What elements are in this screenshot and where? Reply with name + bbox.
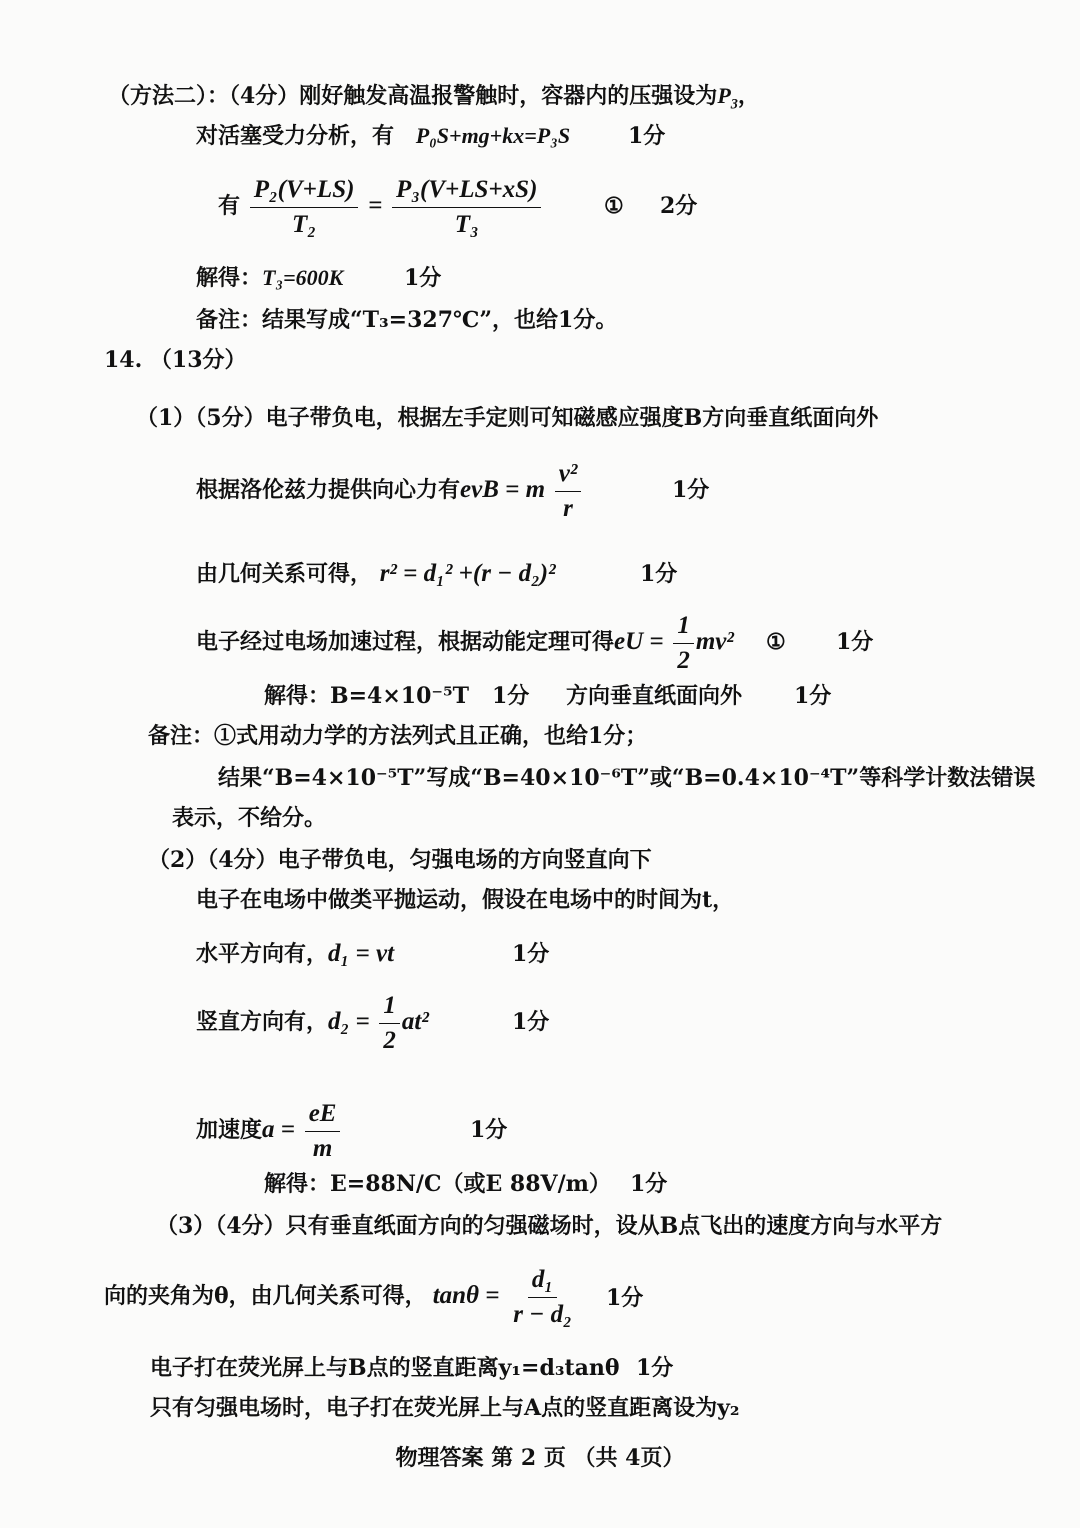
- p2-solve-score: 1分: [630, 1171, 668, 1197]
- tan-label: 向的夹角为θ，由几何关系可得，: [104, 1283, 427, 1309]
- energy-numerator: 1: [673, 611, 694, 644]
- method2-solve-score: 1分: [404, 265, 442, 291]
- method2-solve-value: T₃=600K: [262, 265, 344, 290]
- geometry-line: [196, 560, 556, 588]
- tan-numerator: d₁: [528, 1265, 557, 1298]
- tan-lhs: tanθ =: [432, 1282, 500, 1309]
- energy-denominator: 2: [677, 646, 690, 674]
- gas-law-circled-mark: ①: [604, 193, 624, 219]
- gas-law-left-numerator: P₂(V+LS): [250, 175, 359, 208]
- vertical-numerator: 1: [379, 991, 400, 1024]
- horizontal-equation: d₁ = vt: [328, 940, 395, 967]
- force-analysis-line: [196, 122, 570, 150]
- q14-p2-heading: （2）（4分）电子带负电，匀强电场的方向竖直向下: [148, 847, 652, 873]
- vertical-label: 竖直方向有，: [196, 1009, 329, 1035]
- gas-law-right-denominator: T₃: [454, 210, 479, 238]
- horizontal-label: 水平方向有，: [196, 941, 329, 967]
- p1-direction: 方向垂直纸面向外: [566, 683, 743, 709]
- horizontal-score: 1分: [512, 941, 550, 967]
- force-equation: P₀S+mg+kx=P₃S: [415, 123, 571, 148]
- energy-circled-mark: ①: [766, 629, 786, 655]
- method2-heading-sub: 3: [730, 96, 738, 113]
- method2-heading-text: （方法二）：（4分）刚好触发高温报警触时，容器内的压强设为: [108, 83, 718, 109]
- lorentz-fraction: [555, 459, 582, 524]
- gas-law-have: 有: [218, 193, 241, 219]
- vertical-denominator: 2: [383, 1026, 396, 1054]
- q14-title: 14. （13分）: [104, 347, 247, 373]
- tan-line: [104, 1264, 578, 1330]
- geometry-label: 由几何关系可得，: [196, 561, 373, 587]
- lorentz-numerator: v²: [555, 459, 582, 492]
- vertical-line: [196, 990, 429, 1056]
- method2-heading-var: P: [717, 83, 731, 108]
- lorentz-denominator: r: [563, 494, 573, 522]
- p1-note-3: 表示，不给分。: [172, 805, 327, 831]
- tan-denominator: r − d₂: [513, 1300, 572, 1328]
- geometry-score: 1分: [640, 561, 678, 587]
- acceleration-label: 加速度: [196, 1117, 263, 1143]
- acceleration-score: 1分: [470, 1117, 508, 1143]
- energy-score: 1分: [836, 629, 874, 655]
- method2-heading-tail: ，: [737, 83, 760, 109]
- p1-solve: 解得：B=4×10⁻⁵T: [264, 683, 470, 709]
- energy-rhs: mv²: [695, 628, 734, 655]
- vertical-score: 1分: [512, 1009, 550, 1035]
- p1-direction-score: 1分: [794, 683, 832, 709]
- gas-law-fraction-right: [392, 175, 541, 240]
- y2-line: 只有匀强电场时，电子打在荧光屏上与A点的竖直距离设为y₂: [150, 1395, 740, 1421]
- vertical-fraction: [379, 991, 400, 1056]
- acceleration-lhs: a =: [262, 1116, 296, 1143]
- lorentz-lhs: evB = m: [460, 476, 546, 503]
- p1-solve-score: 1分: [492, 683, 530, 709]
- p2-line1: 电子在电场中做类平抛运动，假设在电场中的时间为t，: [196, 887, 735, 913]
- acceleration-numerator: eE: [305, 1099, 341, 1132]
- force-analysis-label: 对活塞受力分析，有: [196, 123, 395, 149]
- p2-solve: 解得：E=88N/C（或E 88V/m）: [264, 1171, 611, 1197]
- method2-heading: [108, 82, 760, 118]
- gas-law-score: 2分: [660, 193, 698, 219]
- acceleration-fraction: [305, 1099, 341, 1164]
- geometry-equation: r² = d₁² +(r − d₂)²: [379, 560, 556, 587]
- acceleration-line: [196, 1098, 342, 1164]
- y1-line: 电子打在荧光屏上与B点的竖直距离y₁=d₃tanθ: [150, 1355, 620, 1381]
- y1-score: 1分: [636, 1355, 674, 1381]
- gas-law-equation: [218, 168, 543, 244]
- gas-law-left-denominator: T₂: [292, 210, 317, 238]
- energy-label: 电子经过电场加速过程，根据动能定理可得: [196, 629, 615, 655]
- method2-solve-label: 解得：: [196, 265, 263, 291]
- energy-lhs: eU =: [614, 628, 664, 655]
- method2-note: 备注：结果写成“T₃=327℃”，也给1分。: [196, 307, 618, 333]
- tan-fraction: [509, 1265, 576, 1330]
- method2-solve-line: [196, 264, 343, 292]
- lorentz-label: 根据洛伦兹力提供向心力有: [196, 477, 461, 503]
- q14-p1-heading: （1）（5分）电子带负电，根据左手定则可知磁感应强度B方向垂直纸面向外: [136, 405, 879, 431]
- p1-note-2: 结果“B=4×10⁻⁵T”写成“B=40×10⁻⁶T”或“B=0.4×10⁻⁴T”等科学计数法错误: [218, 765, 1036, 791]
- tan-score: 1分: [606, 1285, 644, 1311]
- gas-law-equals: =: [368, 192, 383, 219]
- horizontal-line: [196, 940, 394, 968]
- q14-p3-heading: （3）（4分）只有垂直纸面方向的匀强磁场时，设从B点飞出的速度方向与水平方: [156, 1213, 943, 1239]
- p1-note-1: 备注：①式用动力学的方法列式且正确，也给1分；: [148, 723, 648, 749]
- page-footer: 物理答案 第 2 页 （共 4页）: [395, 1445, 685, 1471]
- lorentz-line: [196, 458, 583, 524]
- lorentz-score: 1分: [672, 477, 710, 503]
- energy-line: [196, 610, 734, 676]
- gas-law-fraction-left: [250, 175, 359, 240]
- acceleration-denominator: m: [312, 1134, 333, 1162]
- force-score: 1分: [628, 123, 666, 149]
- vertical-lhs: d₂ =: [328, 1008, 370, 1035]
- energy-fraction: [673, 611, 694, 676]
- gas-law-right-numerator: P₃(V+LS+xS): [392, 175, 541, 208]
- vertical-rhs: at²: [401, 1008, 429, 1035]
